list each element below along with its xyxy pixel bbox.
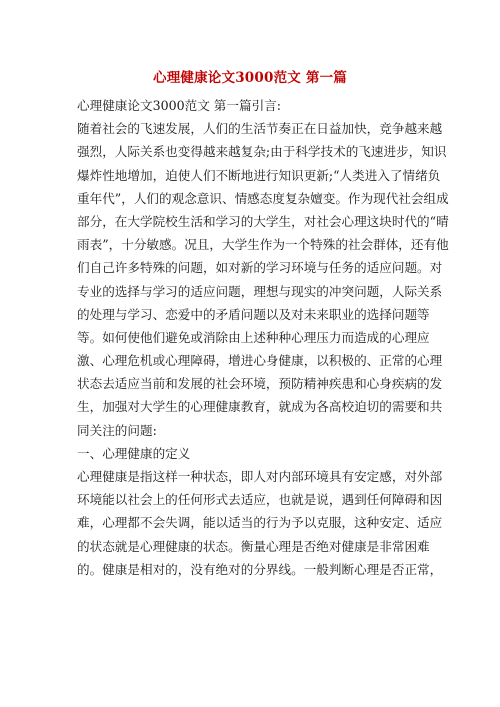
paragraph-line: 环境能以社会上的任何形式去适应，也就是说，遇到任何障碍和因 bbox=[77, 492, 443, 508]
paragraph-line: 部分，在大学院校生活和学习的大学生，对社会心理这块时代的“晴 bbox=[77, 213, 449, 229]
paragraph-line: 们自己许多特殊的问题，如对新的学习环境与任务的适应问题。对 bbox=[77, 260, 443, 276]
paragraph-intro bbox=[77, 117, 449, 442]
section-heading-definition: 一、心理健康的定义 bbox=[77, 445, 191, 461]
paragraph-line: 心理健康是指这样一种状态，即人对内部环境具有安定感，对外部 bbox=[77, 469, 443, 484]
paragraph-line: 爆炸性地增加，迫使人们不断地进行知识更新;“人类进入了情绪负 bbox=[77, 167, 441, 183]
paragraph-line: 专业的选择与学习的适应问题，理想与现实的冲突问题，人际关系 bbox=[77, 283, 443, 299]
paragraph-line: 随着社会的飞速发展，人们的生活节奏正在日益加快，竞争越来越 bbox=[77, 121, 443, 137]
paragraph-line: 的状态就是心理健康的状态。衡量心理是否绝对健康是非常困难 bbox=[77, 538, 430, 554]
paragraph-line: 难，心理都不会失调，能以适当的行为予以克服，这种安定、适应 bbox=[77, 515, 443, 531]
paragraph-line: 的处理与学习、恋爱中的矛盾问题以及对未来职业的选择问题等 bbox=[77, 306, 430, 322]
intro-heading: 心理健康论文3000范文 第一篇引言: bbox=[77, 98, 282, 113]
paragraph-line: 的。健康是相对的，没有绝对的分界线。一般判断心理是否正常， bbox=[77, 561, 443, 577]
paragraph-line: 生，加强对大学生的心理健康教育，就成为各高校迫切的需要和共 bbox=[77, 399, 443, 415]
paragraph-line: 等。如何使他们避免或消除由上述种种心理压力而造成的心理应 bbox=[77, 329, 430, 345]
document-body bbox=[77, 94, 449, 581]
document-title: 心理健康论文3000范文 第一篇 bbox=[153, 70, 347, 86]
paragraph-line: 同关注的问题: bbox=[77, 422, 157, 438]
paragraph-line: 激、心理危机或心理障碍，增进心身健康，以积极的、正常的心理 bbox=[77, 353, 443, 369]
paragraph-line: 雨表”，十分敏感。况且，大学生作为一个特殊的社会群体，还有他 bbox=[77, 237, 449, 253]
paragraph-definition bbox=[77, 465, 443, 581]
paragraph-line: 状态去适应当前和发展的社会环境，预防精神疾患和心身疾病的发 bbox=[77, 376, 443, 392]
paragraph-line: 强烈，人际关系也变得越来越复杂;由于科学技术的飞速进步，知识 bbox=[77, 144, 447, 160]
paragraph-line: 重年代”，人们的观念意识、情感态度复杂嬗变。作为现代社会组成 bbox=[77, 190, 449, 206]
